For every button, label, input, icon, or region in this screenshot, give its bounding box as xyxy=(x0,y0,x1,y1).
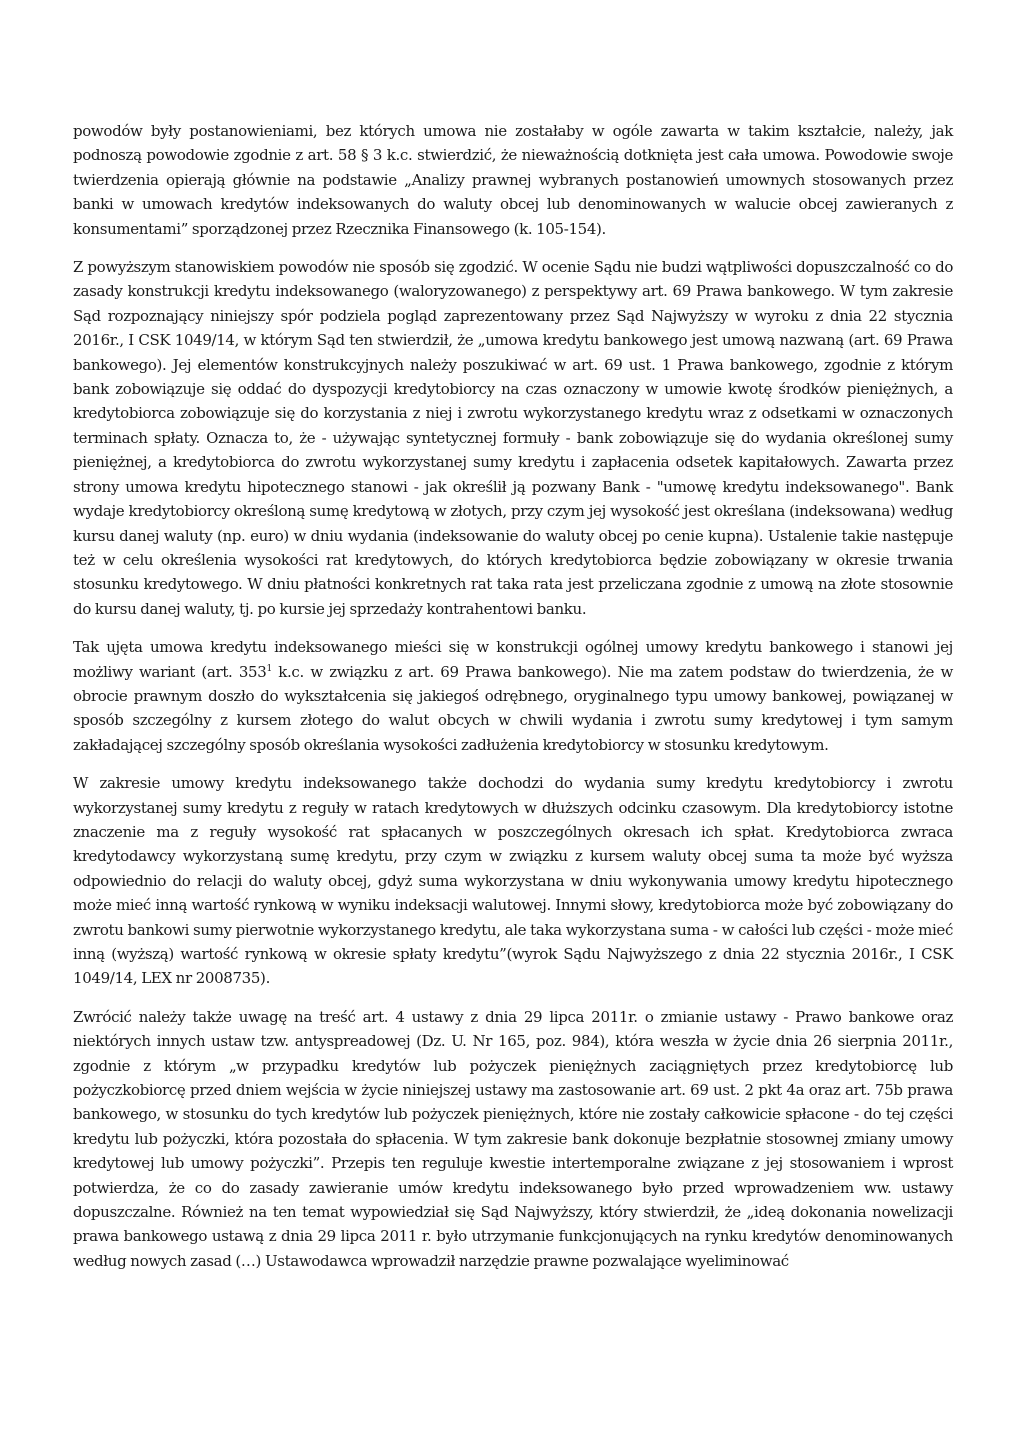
paragraph-3-text-before: Tak ujęta umowa kredytu indeksowanego mieści się w konstrukcji ogólnej umowy kredytu bankowego i stanowi jej możliwy wariant (art. 353 xyxy=(73,638,953,681)
paragraph-4: W zakresie umowy kredytu indeksowanego także dochodzi do wydania sumy kredytu kredytobiorcy i zwrotu wykorzystanej sumy kredytu z reguły w ratach kredytowych w dłuższych odcinku czasowym. Dla kredytobiorcy istotne znaczenie ma z reguły wysokość rat spłacanych w poszczególnych okresach ich spłat. Kredytobiorca zwraca kredytodawcy wykorzystaną sumę kredytu, przy czym w związku z kursem waluty obcej suma ta może być wyższa odpowiednio do relacji do waluty obcej, gdyż suma wykorzystana w dniu wykonywania umowy kredytu hipotecznego może mieć inną wartość rynkową w wyniku indeksacji walutowej. Innymi słowy, kredytobiorca może być zobowiązany do zwrotu bankowi sumy pierwotnie wykorzystanego kredytu, ale taka wykorzystana suma - w całości lub części - może mieć inną (wyższą) wartość rynkową w okresie spłaty kredytu”(wyrok Sądu Najwyższego z dnia 22 stycznia 2016r., I CSK 1049/14, LEX nr 2008735). xyxy=(73,774,953,988)
paragraph-2: Z powyższym stanowiskiem powodów nie sposób się zgodzić. W ocenie Sądu nie budzi wątpliwości dopuszczalność co do zasady konstrukcji kredytu indeksowanego (waloryzowanego) z perspektywy art. 69 Prawa bankowego. W tym zakresie Sąd rozpoznający niniejszy spór podziela pogląd zaprezentowany przez Sąd Najwyższy w wyroku z dnia 22 stycznia 2016r., I CSK 1049/14, w którym Sąd ten stwierdził, że „umowa kredytu bankowego jest umową nazwaną (art. 69 Prawa bankowego). Jej elementów konstrukcyjnych należy poszukiwać w art. 69 ust. 1 Prawa bankowego, zgodnie z którym bank zobowiązuje się oddać do dyspozycji kredytobiorcy na czas oznaczony w umowie kwotę środków pieniężnych, a kredytobiorca zobowiązuje się do korzystania z niej i zwrotu wykorzystanego kredytu wraz z odsetkami w oznaczonych terminach spłaty. Oznacza to, że - używając syntetycznej formuły - bank zobowiązuje się do wydania określonej sumy pieniężnej, a kredytobiorca do zwrotu wykorzystanej sumy kredytu i zapłacenia odsetek kapitałowych. Zawarta przez strony umowa kredytu hipotecznego stanowi - jak określił ją pozwany Bank - "umowę kredytu indeksowanego". Bank wydaje kredytobiorcy określoną sumę kredytową w złotych, przy czym jej wysokość jest określana (indeksowana) według kursu danej waluty (np. euro) w dniu wydania (indeksowanie do waluty obcej po cenie kupna). Ustalenie takie następuje też w celu określenia wysokości rat kredytowych, do których kredytobiorca będzie zobowiązany w okresie trwania stosunku kredytowego. W dniu płatności konkretnych rat taka rata jest przeliczana zgodnie z umową na złote stosownie do kursu danej waluty, tj. po kursie jej sprzedaży kontrahentowi banku. xyxy=(73,258,953,618)
paragraph-5: Zwrócić należy także uwagę na treść art. 4 ustawy z dnia 29 lipca 2011r. o zmianie ustawy - Prawo bankowe oraz niektórych innych ustaw tzw. antyspreadowej (Dz. U. Nr 165, poz. 984), która weszła w życie dnia 26 sierpnia 2011r., zgodnie z którym „w przypadku kredytów lub pożyczek pieniężnych zaciągniętych przez kredytobiorcę lub pożyczkobiorcę przed dniem wejścia w życie niniejszej ustawy ma zastosowanie art. 69 ust. 2 pkt 4a oraz art. 75b prawa bankowego, w stosunku do tych kredytów lub pożyczek pieniężnych, które nie zostały całkowicie spłacone - do tej części kredytu lub pożyczki, która pozostała do spłacenia. W tym zakresie bank dokonuje bezpłatnie stosownej zmiany umowy kredytowej lub umowy pożyczki”. Przepis ten reguluje kwestie intertemporalne związane z jej stosowaniem i wprost potwierdza, że co do zasady zawieranie umów kredytu indeksowanego było przed wprowadzeniem ww. ustawy dopuszczalne. Również na ten temat wypowiedział się Sąd Najwyższy, który stwierdził, że „ideą dokonania nowelizacji prawa bankowego ustawą z dnia 29 lipca 2011 r. było utrzymanie funkcjonujących na rynku kredytów denominowanych według nowych zasad (…) Ustawodawca wprowadził narzędzie prawne pozwalające wyeliminować xyxy=(73,1007,953,1270)
paragraph-1: powodów były postanowieniami, bez których umowa nie zostałaby w ogóle zawarta w takim kształcie, należy, jak podnoszą powodowie zgodnie z art. 58 § 3 k.c. stwierdzić, że nieważnością dotknięta jest cała umowa. Powodowie swoje twierdzenia opierają głównie na podstawie „Analizy prawnej wybranych postanowień umownych stosowanych przez banki w umowach kredytów indeksowanych do waluty obcej lub denominowanych w walucie obcej zawieranych z konsumentami” sporządzonej przez Rzecznika Finansowego (k. 105-154). xyxy=(73,122,953,238)
paragraph-3 xyxy=(73,635,953,757)
document-page xyxy=(73,119,953,1273)
superscript-marker: 1 xyxy=(266,663,272,674)
paragraph-3-text-after: k.c. w związku z art. 69 Prawa bankowego). Nie ma zatem podstaw do twierdzenia, że w obrocie prawnym doszło do wykształcenia się jakiegoś odrębnego, oryginalnego typu umowy bankowej, powiązanej w sposób szczególny z kursem złotego do walut obcych w chwili wydania i zwrotu sumy kredytowej i tym samym zakładającej szczególny sposób określania wysokości zadłużenia kredytobiorcy w stosunku kredytowym. xyxy=(73,662,953,754)
